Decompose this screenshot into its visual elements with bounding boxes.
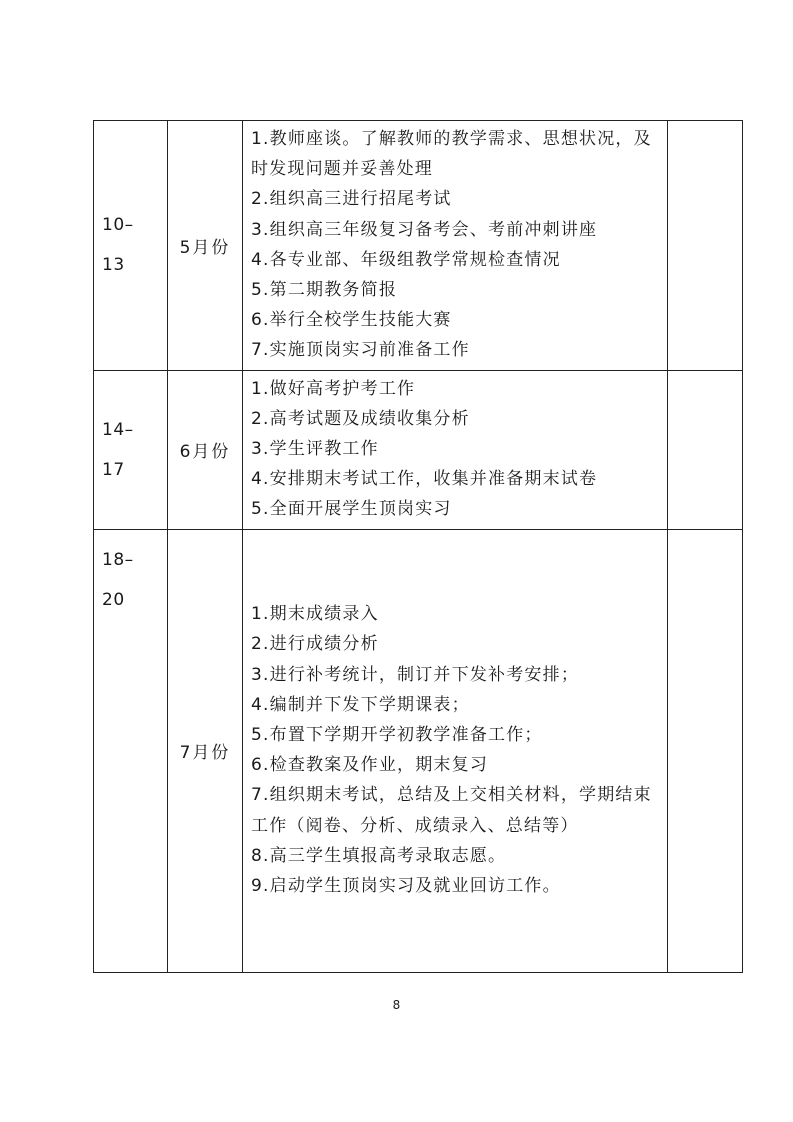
- list-item: 7.组织期末考试，总结及上交相关材料，学期结束工作（阅卷、分析、成绩录入、总结等）: [251, 785, 652, 836]
- schedule-table: [93, 120, 743, 973]
- list-item: 2.高考试题及成绩收集分析: [251, 408, 470, 429]
- week-cell: [94, 121, 168, 371]
- week-start: 14–: [102, 419, 134, 440]
- list-item: 3.进行补考统计，制订并下发补考安排；: [251, 664, 580, 685]
- week-start: 18–: [102, 549, 134, 570]
- list-item: 7.实施顶岗实习前准备工作: [251, 340, 470, 361]
- list-item: 8.高三学生填报高考录取志愿。: [251, 845, 507, 866]
- week-end: 20: [102, 589, 125, 610]
- table-row: [94, 370, 743, 529]
- week-cell: [94, 370, 168, 529]
- content-cell: [243, 529, 668, 972]
- week-cell: [94, 529, 168, 972]
- week-start: 10–: [102, 215, 134, 236]
- list-item: 3.学生评教工作: [251, 439, 379, 460]
- list-item: 4.安排期末考试工作，收集并准备期末试卷: [251, 469, 598, 490]
- table-row: [94, 529, 743, 972]
- page-number: 8: [392, 998, 401, 1012]
- list-item: 1.期末成绩录入: [251, 604, 379, 625]
- list-item: 1.教师座谈。了解教师的教学需求、思想状况，及时发现问题并妥善处理: [251, 129, 652, 180]
- content-cell: [243, 370, 668, 529]
- list-item: 9.启动学生顶岗实习及就业回访工作。: [251, 875, 561, 896]
- note-cell: [668, 529, 743, 972]
- week-end: 13: [102, 255, 125, 276]
- list-item: 4.各专业部、年级组教学常规检查情况: [251, 249, 561, 270]
- list-item: 2.组织高三进行招尾考试: [251, 189, 452, 210]
- list-item: 6.举行全校学生技能大赛: [251, 310, 452, 331]
- list-item: 6.检查教案及作业，期末复习: [251, 755, 489, 776]
- list-item: 5.布置下学期开学初教学准备工作；: [251, 724, 543, 745]
- note-cell: [668, 370, 743, 529]
- list-item: 3.组织高三年级复习备考会、考前冲刺讲座: [251, 219, 598, 240]
- week-end: 17: [102, 459, 125, 480]
- list-item: 5.全面开展学生顶岗实习: [251, 499, 452, 520]
- list-item: 5.第二期教务简报: [251, 280, 398, 301]
- month-cell: 5月份: [168, 121, 243, 371]
- month-cell: 6月份: [168, 370, 243, 529]
- content-cell: [243, 121, 668, 371]
- month-cell: 7月份: [168, 529, 243, 972]
- note-cell: [668, 121, 743, 371]
- list-item: 1.做好高考护考工作: [251, 378, 416, 399]
- list-item: 4.编制并下发下学期课表；: [251, 694, 470, 715]
- list-item: 2.进行成绩分析: [251, 634, 379, 655]
- table-row: [94, 121, 743, 371]
